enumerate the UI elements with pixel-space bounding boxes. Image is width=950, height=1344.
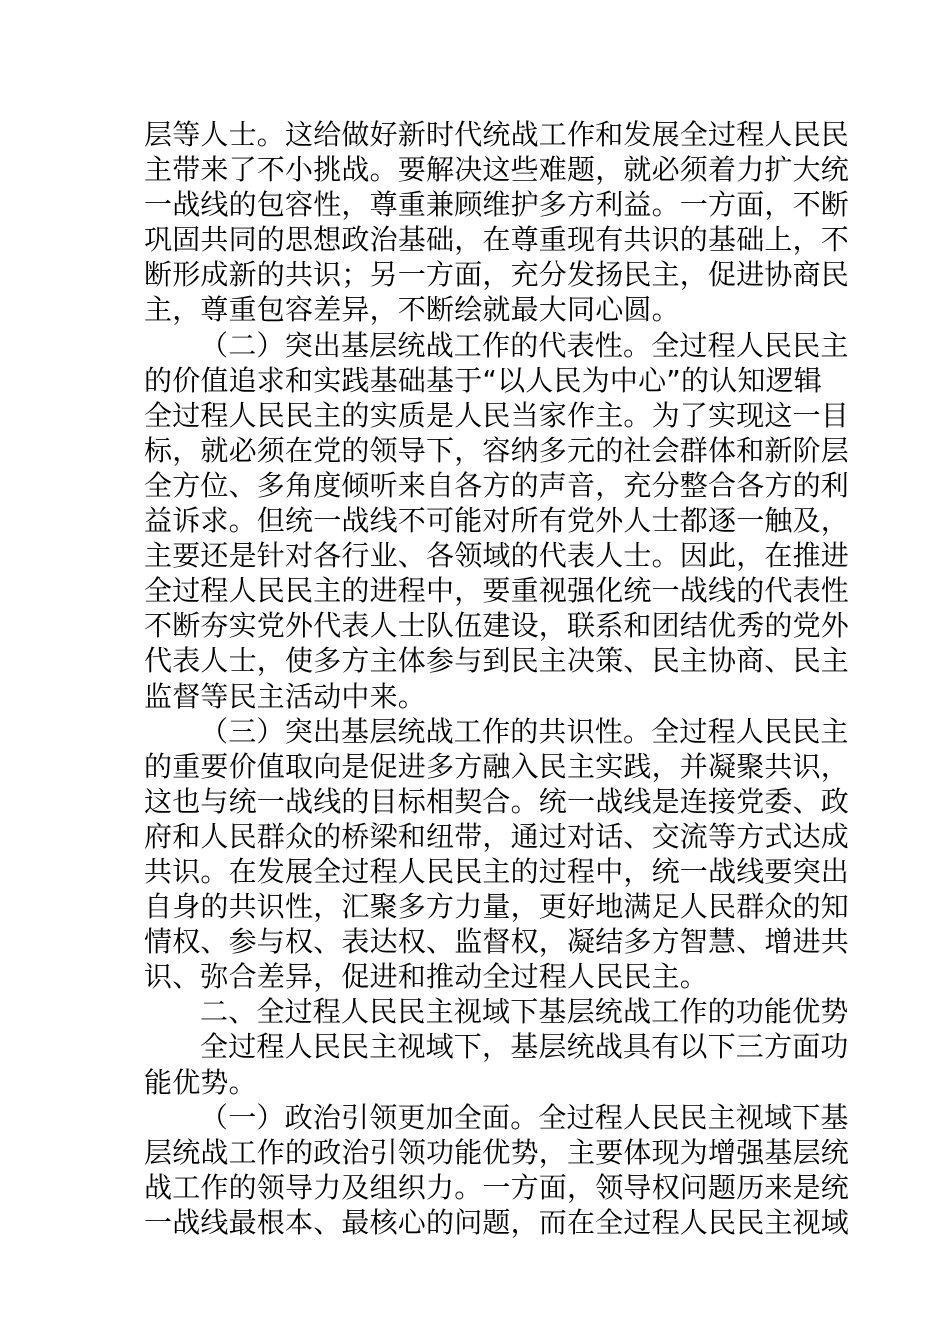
text-line: （三）突出基层统战工作的共识性。全过程人民民主 xyxy=(200,714,849,748)
text-line: 这也与统一战线的目标相契合。统一战线是连接党委、政 xyxy=(144,784,850,818)
text-line: 的重要价值取向是促进多方融入民主实践，并凝聚共识， xyxy=(144,749,850,783)
text-line: 一战线最根本、最核心的问题，而在全过程人民民主视域 xyxy=(144,1205,850,1239)
text-line: 战工作的领导力及组织力。一方面，领导权问题历来是统 xyxy=(144,1170,850,1204)
text-line: 全方位、多角度倾听来自各方的声音，充分整合各方的利 xyxy=(144,468,850,502)
text-line: 不断夯实党外代表人士队伍建设，联系和团结优秀的党外 xyxy=(144,609,850,643)
text-line: 代表人士，使多方主体参与到民主决策、民主协商、民主 xyxy=(144,644,850,678)
text-line: 一战线的包容性，尊重兼顾维护多方利益。一方面，不断 xyxy=(144,188,850,222)
text-line: 全过程人民民主的进程中，要重视强化统一战线的代表性 xyxy=(144,574,850,608)
text-line: 自身的共识性，汇聚多方力量，更好地满足人民群众的知 xyxy=(144,890,850,924)
text-line: 主带来了不小挑战。要解决这些难题，就必须着力扩大统 xyxy=(144,153,850,187)
text-line: 主要还是针对各行业、各领域的代表人士。因此，在推进 xyxy=(144,539,850,573)
text-line: （二）突出基层统战工作的代表性。全过程人民民主 xyxy=(200,328,849,362)
text-line: 能优势。 xyxy=(144,1065,257,1099)
text-line: 全过程人民民主视域下，基层统战具有以下三方面功 xyxy=(200,1030,849,1064)
text-line: 主，尊重包容差异，不断绘就最大同心圆。 xyxy=(144,293,680,327)
text-line: 府和人民群众的桥梁和纽带，通过对话、交流等方式达成 xyxy=(144,819,850,853)
text-line: 标，就必须在党的领导下，容纳多元的社会群体和新阶层 xyxy=(144,433,850,467)
text-line: 共识。在发展全过程人民民主的过程中，统一战线要突出 xyxy=(144,854,850,888)
text-line: 层统战工作的政治引领功能优势，主要体现为增强基层统 xyxy=(144,1135,850,1169)
document-body xyxy=(144,117,850,1240)
text-line: 监督等民主活动中来。 xyxy=(144,679,427,713)
text-line: 二、全过程人民民主视域下基层统战工作的功能优势 xyxy=(200,995,849,1029)
text-line: 全过程人民民主的实质是人民当家作主。为了实现这一目 xyxy=(144,398,850,432)
text-line: （一）政治引领更加全面。全过程人民民主视域下基 xyxy=(200,1100,849,1134)
text-line: 层等人士。这给做好新时代统战工作和发展全过程人民民 xyxy=(144,118,850,151)
text-line: 巩固共同的思想政治基础，在尊重现有共识的基础上，不 xyxy=(144,223,850,257)
text-line: 的价值追求和实践基础基于“以人民为中心”的认知逻辑 xyxy=(144,363,823,397)
text-line: 益诉求。但统一战线不可能对所有党外人士都逐一触及， xyxy=(144,504,850,538)
text-line: 识、弥合差异，促进和推动全过程人民民主。 xyxy=(144,960,709,994)
text-line: 情权、参与权、表达权、监督权，凝结多方智慧、增进共 xyxy=(144,925,850,959)
text-line: 断形成新的共识；另一方面，充分发扬民主，促进协商民 xyxy=(144,258,850,292)
